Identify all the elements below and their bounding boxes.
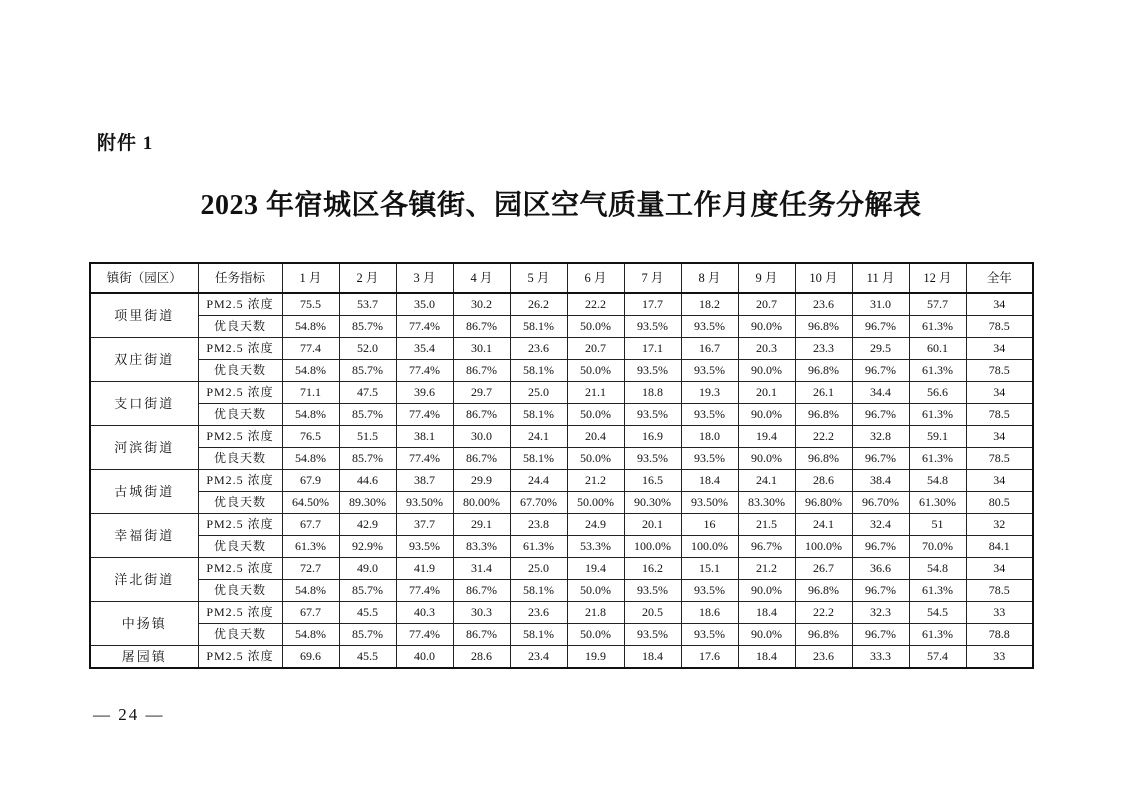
monthly-value-cell: 96.8% <box>795 360 852 382</box>
table-row <box>90 624 1033 646</box>
monthly-value-cell: 29.9 <box>453 470 510 492</box>
monthly-value-cell: 93.5% <box>681 624 738 646</box>
monthly-value-cell: 61.3% <box>909 448 966 470</box>
monthly-value-cell: 20.4 <box>567 426 624 448</box>
table-row <box>90 448 1033 470</box>
column-header: 8 月 <box>681 263 738 293</box>
monthly-value-cell: 18.4 <box>681 470 738 492</box>
monthly-value-cell: 20.7 <box>738 293 795 316</box>
monthly-value-cell: 24.1 <box>510 426 567 448</box>
monthly-value-cell: 18.2 <box>681 293 738 316</box>
monthly-value-cell: 36.6 <box>852 558 909 580</box>
monthly-value-cell: 18.4 <box>738 602 795 624</box>
monthly-value-cell: 40.0 <box>396 646 453 669</box>
column-header: 3 月 <box>396 263 453 293</box>
monthly-value-cell: 50.0% <box>567 448 624 470</box>
monthly-value-cell: 28.6 <box>453 646 510 669</box>
monthly-value-cell: 39.6 <box>396 382 453 404</box>
table-header <box>90 263 1033 293</box>
monthly-value-cell: 93.5% <box>681 316 738 338</box>
metric-cell: 优良天数 <box>198 580 282 602</box>
monthly-value-cell: 83.3% <box>453 536 510 558</box>
table-row <box>90 580 1033 602</box>
metric-cell: PM2.5 浓度 <box>198 293 282 316</box>
monthly-value-cell: 89.30% <box>339 492 396 514</box>
monthly-value-cell: 19.4 <box>738 426 795 448</box>
monthly-value-cell: 54.8% <box>282 580 339 602</box>
monthly-value-cell: 93.5% <box>624 360 681 382</box>
monthly-value-cell: 96.7% <box>852 360 909 382</box>
monthly-value-cell: 93.50% <box>396 492 453 514</box>
monthly-value-cell: 54.8% <box>282 360 339 382</box>
monthly-value-cell: 96.7% <box>738 536 795 558</box>
unit-name-cell: 幸福街道 <box>90 514 198 558</box>
monthly-value-cell: 21.1 <box>567 382 624 404</box>
metric-cell: PM2.5 浓度 <box>198 558 282 580</box>
table-row <box>90 293 1033 316</box>
monthly-value-cell: 51 <box>909 514 966 536</box>
monthly-value-cell: 50.00% <box>567 492 624 514</box>
monthly-value-cell: 96.8% <box>795 404 852 426</box>
monthly-value-cell: 96.8% <box>795 448 852 470</box>
table-row <box>90 426 1033 448</box>
column-header: 9 月 <box>738 263 795 293</box>
monthly-value-cell: 57.4 <box>909 646 966 669</box>
table-row <box>90 404 1033 426</box>
monthly-value-cell: 19.9 <box>567 646 624 669</box>
table-row <box>90 514 1033 536</box>
monthly-value-cell: 61.3% <box>282 536 339 558</box>
column-header: 4 月 <box>453 263 510 293</box>
monthly-value-cell: 41.9 <box>396 558 453 580</box>
monthly-value-cell: 50.0% <box>567 316 624 338</box>
monthly-value-cell: 20.1 <box>624 514 681 536</box>
monthly-value-cell: 93.5% <box>681 360 738 382</box>
monthly-value-cell: 17.6 <box>681 646 738 669</box>
monthly-value-cell: 28.6 <box>795 470 852 492</box>
monthly-value-cell: 17.7 <box>624 293 681 316</box>
monthly-value-cell: 45.5 <box>339 602 396 624</box>
monthly-value-cell: 67.7 <box>282 514 339 536</box>
header-row <box>90 263 1033 293</box>
monthly-value-cell: 76.5 <box>282 426 339 448</box>
monthly-value-cell: 96.7% <box>852 536 909 558</box>
monthly-value-cell: 61.3% <box>909 360 966 382</box>
task-table <box>89 262 1034 669</box>
table-row <box>90 536 1033 558</box>
monthly-value-cell: 26.1 <box>795 382 852 404</box>
monthly-value-cell: 51.5 <box>339 426 396 448</box>
monthly-value-cell: 86.7% <box>453 360 510 382</box>
monthly-value-cell: 86.7% <box>453 624 510 646</box>
monthly-value-cell: 19.3 <box>681 382 738 404</box>
annual-value-cell: 80.5 <box>966 492 1033 514</box>
monthly-value-cell: 72.7 <box>282 558 339 580</box>
monthly-value-cell: 70.0% <box>909 536 966 558</box>
monthly-value-cell: 49.0 <box>339 558 396 580</box>
monthly-value-cell: 23.8 <box>510 514 567 536</box>
monthly-value-cell: 61.30% <box>909 492 966 514</box>
monthly-value-cell: 93.5% <box>681 404 738 426</box>
monthly-value-cell: 80.00% <box>453 492 510 514</box>
metric-cell: PM2.5 浓度 <box>198 514 282 536</box>
monthly-value-cell: 23.6 <box>795 293 852 316</box>
monthly-value-cell: 32.8 <box>852 426 909 448</box>
monthly-value-cell: 50.0% <box>567 404 624 426</box>
monthly-value-cell: 31.4 <box>453 558 510 580</box>
monthly-value-cell: 86.7% <box>453 580 510 602</box>
monthly-value-cell: 23.3 <box>795 338 852 360</box>
monthly-value-cell: 57.7 <box>909 293 966 316</box>
monthly-value-cell: 50.0% <box>567 580 624 602</box>
monthly-value-cell: 21.5 <box>738 514 795 536</box>
monthly-value-cell: 35.0 <box>396 293 453 316</box>
monthly-value-cell: 54.8% <box>282 404 339 426</box>
annual-value-cell: 78.5 <box>966 448 1033 470</box>
column-header: 10 月 <box>795 263 852 293</box>
monthly-value-cell: 90.0% <box>738 624 795 646</box>
monthly-value-cell: 21.2 <box>738 558 795 580</box>
monthly-value-cell: 77.4% <box>396 448 453 470</box>
annual-value-cell: 32 <box>966 514 1033 536</box>
monthly-value-cell: 85.7% <box>339 360 396 382</box>
unit-name-cell: 支口街道 <box>90 382 198 426</box>
monthly-value-cell: 92.9% <box>339 536 396 558</box>
unit-name-cell: 洋北街道 <box>90 558 198 602</box>
column-header: 全年 <box>966 263 1033 293</box>
monthly-value-cell: 77.4% <box>396 360 453 382</box>
monthly-value-cell: 77.4% <box>396 580 453 602</box>
annual-value-cell: 78.5 <box>966 360 1033 382</box>
monthly-value-cell: 61.3% <box>909 316 966 338</box>
monthly-value-cell: 86.7% <box>453 404 510 426</box>
monthly-value-cell: 21.8 <box>567 602 624 624</box>
monthly-value-cell: 93.5% <box>396 536 453 558</box>
monthly-value-cell: 60.1 <box>909 338 966 360</box>
monthly-value-cell: 50.0% <box>567 360 624 382</box>
monthly-value-cell: 61.3% <box>510 536 567 558</box>
monthly-value-cell: 83.30% <box>738 492 795 514</box>
monthly-value-cell: 93.5% <box>624 624 681 646</box>
annual-value-cell: 78.5 <box>966 316 1033 338</box>
monthly-value-cell: 96.8% <box>795 624 852 646</box>
monthly-value-cell: 93.5% <box>624 448 681 470</box>
monthly-value-cell: 67.9 <box>282 470 339 492</box>
monthly-value-cell: 18.4 <box>624 646 681 669</box>
monthly-value-cell: 30.0 <box>453 426 510 448</box>
annual-value-cell: 34 <box>966 470 1033 492</box>
annual-value-cell: 78.8 <box>966 624 1033 646</box>
monthly-value-cell: 26.7 <box>795 558 852 580</box>
annual-value-cell: 84.1 <box>966 536 1033 558</box>
monthly-value-cell: 29.7 <box>453 382 510 404</box>
monthly-value-cell: 96.7% <box>852 404 909 426</box>
monthly-value-cell: 38.1 <box>396 426 453 448</box>
monthly-value-cell: 15.1 <box>681 558 738 580</box>
table-row <box>90 558 1033 580</box>
monthly-value-cell: 96.7% <box>852 316 909 338</box>
unit-name-cell: 项里街道 <box>90 293 198 338</box>
monthly-value-cell: 44.6 <box>339 470 396 492</box>
unit-name-cell: 古城街道 <box>90 470 198 514</box>
column-header: 2 月 <box>339 263 396 293</box>
monthly-value-cell: 93.5% <box>624 316 681 338</box>
monthly-value-cell: 96.7% <box>852 580 909 602</box>
monthly-value-cell: 24.1 <box>738 470 795 492</box>
monthly-value-cell: 85.7% <box>339 624 396 646</box>
monthly-value-cell: 40.3 <box>396 602 453 624</box>
column-header: 镇街（园区） <box>90 263 198 293</box>
metric-cell: PM2.5 浓度 <box>198 338 282 360</box>
monthly-value-cell: 25.0 <box>510 558 567 580</box>
unit-name-cell: 河滨街道 <box>90 426 198 470</box>
monthly-value-cell: 30.3 <box>453 602 510 624</box>
monthly-value-cell: 56.6 <box>909 382 966 404</box>
monthly-value-cell: 58.1% <box>510 316 567 338</box>
monthly-value-cell: 17.1 <box>624 338 681 360</box>
monthly-value-cell: 77.4% <box>396 404 453 426</box>
monthly-value-cell: 53.7 <box>339 293 396 316</box>
monthly-value-cell: 85.7% <box>339 580 396 602</box>
monthly-value-cell: 67.7 <box>282 602 339 624</box>
monthly-value-cell: 93.50% <box>681 492 738 514</box>
monthly-value-cell: 18.4 <box>738 646 795 669</box>
metric-cell: PM2.5 浓度 <box>198 382 282 404</box>
column-header: 12 月 <box>909 263 966 293</box>
page-number: — 24 — <box>93 705 165 724</box>
table-row <box>90 602 1033 624</box>
monthly-value-cell: 18.6 <box>681 602 738 624</box>
table-row <box>90 360 1033 382</box>
monthly-value-cell: 34.4 <box>852 382 909 404</box>
table-row <box>90 316 1033 338</box>
monthly-value-cell: 86.7% <box>453 316 510 338</box>
monthly-value-cell: 23.4 <box>510 646 567 669</box>
annual-value-cell: 33 <box>966 602 1033 624</box>
monthly-value-cell: 38.7 <box>396 470 453 492</box>
monthly-value-cell: 23.6 <box>510 338 567 360</box>
monthly-value-cell: 96.8% <box>795 316 852 338</box>
monthly-value-cell: 96.80% <box>795 492 852 514</box>
monthly-value-cell: 31.0 <box>852 293 909 316</box>
monthly-value-cell: 22.2 <box>567 293 624 316</box>
table-row <box>90 382 1033 404</box>
annual-value-cell: 34 <box>966 558 1033 580</box>
metric-cell: PM2.5 浓度 <box>198 646 282 669</box>
column-header: 1 月 <box>282 263 339 293</box>
monthly-value-cell: 54.8 <box>909 470 966 492</box>
unit-name-cell: 中扬镇 <box>90 602 198 646</box>
monthly-value-cell: 71.1 <box>282 382 339 404</box>
monthly-value-cell: 93.5% <box>624 580 681 602</box>
monthly-value-cell: 86.7% <box>453 448 510 470</box>
monthly-value-cell: 54.8% <box>282 624 339 646</box>
monthly-value-cell: 64.50% <box>282 492 339 514</box>
annual-value-cell: 34 <box>966 382 1033 404</box>
monthly-value-cell: 96.7% <box>852 448 909 470</box>
monthly-value-cell: 23.6 <box>510 602 567 624</box>
annual-value-cell: 34 <box>966 293 1033 316</box>
annual-value-cell: 78.5 <box>966 404 1033 426</box>
monthly-value-cell: 90.30% <box>624 492 681 514</box>
column-header: 7 月 <box>624 263 681 293</box>
monthly-value-cell: 100.0% <box>681 536 738 558</box>
monthly-value-cell: 58.1% <box>510 360 567 382</box>
monthly-value-cell: 47.5 <box>339 382 396 404</box>
monthly-value-cell: 30.2 <box>453 293 510 316</box>
monthly-value-cell: 50.0% <box>567 624 624 646</box>
monthly-value-cell: 45.5 <box>339 646 396 669</box>
monthly-value-cell: 90.0% <box>738 360 795 382</box>
monthly-value-cell: 67.70% <box>510 492 567 514</box>
monthly-value-cell: 20.1 <box>738 382 795 404</box>
monthly-value-cell: 22.2 <box>795 602 852 624</box>
metric-cell: PM2.5 浓度 <box>198 426 282 448</box>
metric-cell: 优良天数 <box>198 404 282 426</box>
monthly-value-cell: 16.2 <box>624 558 681 580</box>
monthly-value-cell: 90.0% <box>738 448 795 470</box>
monthly-value-cell: 24.1 <box>795 514 852 536</box>
monthly-value-cell: 58.1% <box>510 580 567 602</box>
monthly-value-cell: 93.5% <box>624 404 681 426</box>
annual-value-cell: 78.5 <box>966 580 1033 602</box>
metric-cell: 优良天数 <box>198 492 282 514</box>
monthly-value-cell: 58.1% <box>510 624 567 646</box>
monthly-value-cell: 16.9 <box>624 426 681 448</box>
table-row <box>90 492 1033 514</box>
monthly-value-cell: 37.7 <box>396 514 453 536</box>
monthly-value-cell: 61.3% <box>909 580 966 602</box>
unit-name-cell: 屠园镇 <box>90 646 198 669</box>
monthly-value-cell: 85.7% <box>339 448 396 470</box>
table-body <box>90 293 1033 668</box>
metric-cell: 优良天数 <box>198 448 282 470</box>
monthly-value-cell: 16 <box>681 514 738 536</box>
metric-cell: 优良天数 <box>198 360 282 382</box>
annual-value-cell: 34 <box>966 426 1033 448</box>
monthly-value-cell: 35.4 <box>396 338 453 360</box>
column-header: 任务指标 <box>198 263 282 293</box>
monthly-value-cell: 42.9 <box>339 514 396 536</box>
table-row <box>90 338 1033 360</box>
monthly-value-cell: 54.8% <box>282 316 339 338</box>
monthly-value-cell: 25.0 <box>510 382 567 404</box>
monthly-value-cell: 24.9 <box>567 514 624 536</box>
monthly-value-cell: 61.3% <box>909 624 966 646</box>
document-title: 2023 年宿城区各镇街、园区空气质量工作月度任务分解表 <box>200 190 922 221</box>
monthly-value-cell: 77.4 <box>282 338 339 360</box>
monthly-value-cell: 59.1 <box>909 426 966 448</box>
monthly-value-cell: 54.5 <box>909 602 966 624</box>
annual-value-cell: 33 <box>966 646 1033 669</box>
metric-cell: 优良天数 <box>198 624 282 646</box>
metric-cell: PM2.5 浓度 <box>198 470 282 492</box>
monthly-value-cell: 29.1 <box>453 514 510 536</box>
metric-cell: PM2.5 浓度 <box>198 602 282 624</box>
monthly-value-cell: 20.7 <box>567 338 624 360</box>
monthly-value-cell: 19.4 <box>567 558 624 580</box>
monthly-value-cell: 100.0% <box>795 536 852 558</box>
monthly-value-cell: 18.8 <box>624 382 681 404</box>
monthly-value-cell: 54.8% <box>282 448 339 470</box>
monthly-value-cell: 90.0% <box>738 580 795 602</box>
monthly-value-cell: 23.6 <box>795 646 852 669</box>
monthly-value-cell: 77.4% <box>396 624 453 646</box>
monthly-value-cell: 100.0% <box>624 536 681 558</box>
monthly-value-cell: 32.4 <box>852 514 909 536</box>
monthly-value-cell: 22.2 <box>795 426 852 448</box>
column-header: 11 月 <box>852 263 909 293</box>
table-row <box>90 470 1033 492</box>
metric-cell: 优良天数 <box>198 536 282 558</box>
monthly-value-cell: 38.4 <box>852 470 909 492</box>
monthly-value-cell: 54.8 <box>909 558 966 580</box>
monthly-value-cell: 30.1 <box>453 338 510 360</box>
metric-cell: 优良天数 <box>198 316 282 338</box>
column-header: 5 月 <box>510 263 567 293</box>
monthly-value-cell: 21.2 <box>567 470 624 492</box>
monthly-value-cell: 58.1% <box>510 448 567 470</box>
monthly-value-cell: 96.7% <box>852 624 909 646</box>
monthly-value-cell: 52.0 <box>339 338 396 360</box>
monthly-value-cell: 93.5% <box>681 448 738 470</box>
table-row <box>90 646 1033 669</box>
monthly-value-cell: 16.5 <box>624 470 681 492</box>
monthly-value-cell: 32.3 <box>852 602 909 624</box>
annual-value-cell: 34 <box>966 338 1033 360</box>
unit-name-cell: 双庄街道 <box>90 338 198 382</box>
monthly-value-cell: 77.4% <box>396 316 453 338</box>
monthly-value-cell: 33.3 <box>852 646 909 669</box>
monthly-value-cell: 85.7% <box>339 316 396 338</box>
monthly-value-cell: 69.6 <box>282 646 339 669</box>
monthly-value-cell: 24.4 <box>510 470 567 492</box>
monthly-value-cell: 93.5% <box>681 580 738 602</box>
monthly-value-cell: 58.1% <box>510 404 567 426</box>
monthly-value-cell: 61.3% <box>909 404 966 426</box>
monthly-value-cell: 90.0% <box>738 316 795 338</box>
monthly-value-cell: 16.7 <box>681 338 738 360</box>
monthly-value-cell: 75.5 <box>282 293 339 316</box>
monthly-value-cell: 96.70% <box>852 492 909 514</box>
monthly-value-cell: 20.3 <box>738 338 795 360</box>
monthly-value-cell: 90.0% <box>738 404 795 426</box>
monthly-value-cell: 29.5 <box>852 338 909 360</box>
monthly-value-cell: 26.2 <box>510 293 567 316</box>
monthly-value-cell: 18.0 <box>681 426 738 448</box>
attachment-label: 附件 1 <box>97 133 154 154</box>
column-header: 6 月 <box>567 263 624 293</box>
monthly-value-cell: 20.5 <box>624 602 681 624</box>
monthly-value-cell: 96.8% <box>795 580 852 602</box>
monthly-value-cell: 85.7% <box>339 404 396 426</box>
monthly-value-cell: 53.3% <box>567 536 624 558</box>
